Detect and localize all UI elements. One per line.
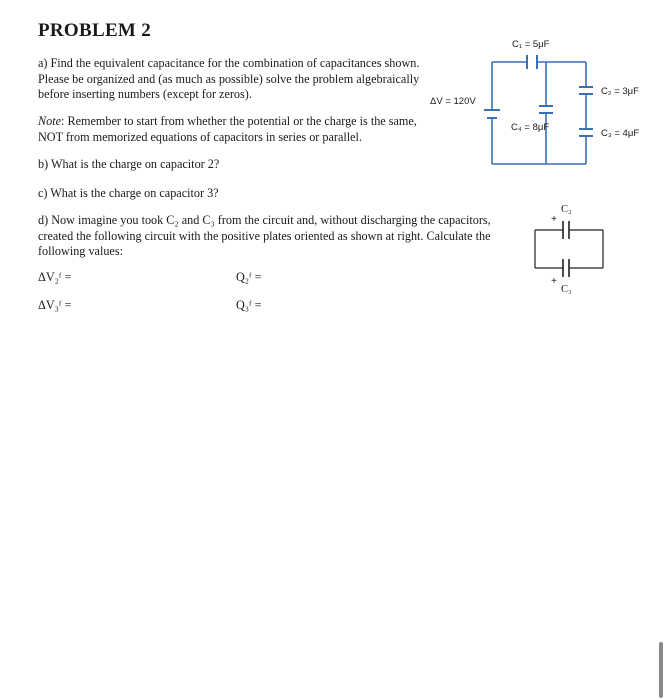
c3b-label: C₃ (561, 284, 572, 295)
note-body: : Remember to start from whether the potential or the charge is the same, NOT from memorized equations of capacitors in series or parallel. (38, 114, 417, 144)
note-label: Note (38, 114, 62, 128)
part-d-text: d) Now imagine you took C₂ and C₃ from the circuit and, without discharging the capacitors, created the following circuit with the positive plates oriented as shown at right. Calculate the following values: (38, 213, 491, 258)
c2-label: C₂ = 3μF (601, 86, 639, 97)
scrollbar-thumb[interactable] (659, 642, 663, 698)
plus-sign-top: + (551, 214, 557, 225)
part-c-text: c) What is the charge on capacitor 3? (38, 186, 219, 200)
c3-label: C₃ = 4μF (601, 128, 640, 139)
plus-sign-bottom: + (551, 276, 557, 287)
answer-dv3: ΔV₃ᶠ = (38, 298, 72, 312)
c2b-label: C₂ (561, 204, 572, 215)
part-b-text: b) What is the charge on capacitor 2? (38, 157, 220, 171)
c1-label: C₁ = 5μF (512, 39, 550, 50)
c4-label: C₄ = 8μF (511, 122, 550, 133)
circuit2-plates (563, 221, 569, 277)
answer-q3: Q₃ᶠ = (236, 298, 262, 312)
voltage-source-label: ΔV = 120V (430, 96, 476, 107)
answer-dv2: ΔV₂ᶠ = (38, 270, 72, 284)
part-a-text: a) Find the equivalent capacitance for the combination of capacitances shown. Please be organized and (as much as possible) solve the problem algebraically before inserting numbers (except for zeros). (38, 56, 420, 101)
problem-title: PROBLEM 2 (38, 20, 152, 41)
answer-q2: Q₂ᶠ = (236, 270, 262, 284)
